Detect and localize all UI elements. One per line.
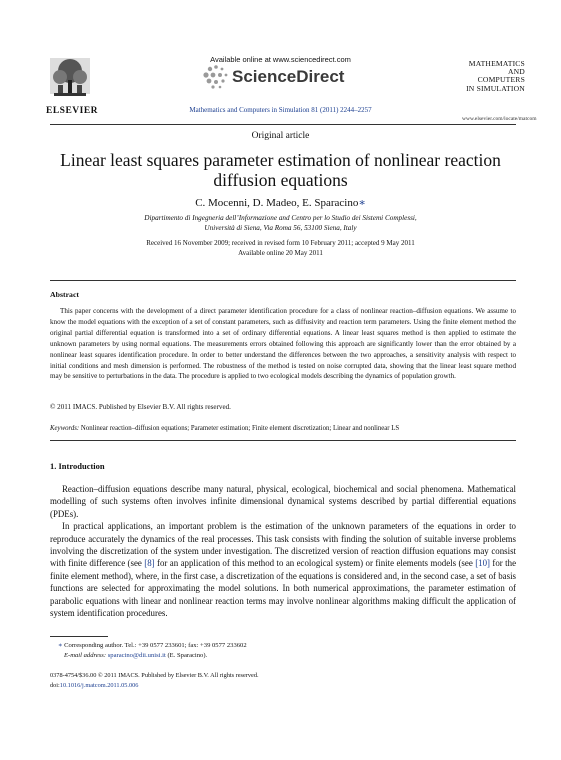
header-divider xyxy=(50,124,516,125)
journal-logo-line: COMPUTERS xyxy=(477,75,525,85)
email-suffix: (E. Sparacino). xyxy=(167,652,208,659)
publication-metadata xyxy=(50,671,259,691)
corresponding-author-mark[interactable]: ∗ xyxy=(358,197,366,209)
journal-url-link[interactable]: www.elsevier.com/locate/matcom xyxy=(462,116,537,122)
journal-logo[interactable] xyxy=(465,60,525,93)
footnote-contact: Corresponding author. Tel.: +39 0577 233601; fax: +39 0577 233602 xyxy=(64,642,247,649)
keywords-label: Keywords: xyxy=(50,425,80,432)
journal-logo-line: MATHEMATICS xyxy=(468,59,525,68)
paragraph-text: for an application of this method to an ecological system) or finite elements models (see xyxy=(154,558,476,569)
introduction-body xyxy=(50,483,516,619)
email-label: E-mail address: xyxy=(64,652,107,659)
issn-line: 0378-4754/$36.00 © 2011 IMACS. Published by Elsevier B.V. All rights reserved. xyxy=(50,672,259,679)
abstract-bottom-divider xyxy=(50,440,516,441)
article-title: Linear least squares parameter estimation of nonlinear reaction diffusion equations xyxy=(60,150,501,190)
journal-logo-line: AND xyxy=(507,67,525,77)
corresponding-author-footnote xyxy=(58,641,247,661)
journal-logo-line: IN SIMULATION xyxy=(466,83,525,93)
keywords-line xyxy=(50,425,516,432)
affiliation-line: Università di Siena, Via Roma 56, 53100 Siena, Italy xyxy=(204,224,357,232)
paragraph-text: In practical applications, an important problem is the estimation of the unknown parameters of the equations in order to reproduce accurately the dynamics of the real processes. This task consists with finding the solution of suitable inverse problems involving the discretization of the system under investigation. The discretized version of reaction diffusion equations may consist with finite difference (see xyxy=(50,521,516,569)
email-link[interactable]: sparacino@dii.unisi.it xyxy=(107,652,166,659)
available-online-date: Available online 20 May 2011 xyxy=(238,248,323,257)
elsevier-logo[interactable]: ELSEVIER xyxy=(46,106,99,116)
footnote-divider xyxy=(50,636,108,637)
authors-text: C. Mocenni, D. Madeo, E. Sparacino xyxy=(195,197,359,209)
abstract-top-divider xyxy=(50,280,516,281)
affiliation-line: Dipartimento di Ingegneria dell’Informazione and Centro per lo Studio dei Sistemi Complessi, xyxy=(144,214,417,222)
available-online-text: Available online at www.sciencedirect.com xyxy=(210,55,351,64)
doi-label: doi: xyxy=(50,682,60,689)
affiliation xyxy=(80,213,481,233)
introduction-paragraph-2 xyxy=(50,520,516,619)
sciencedirect-logo[interactable] xyxy=(200,64,370,90)
sciencedirect-wordmark: ScienceDirect xyxy=(232,67,345,86)
keywords-text: Nonlinear reaction–diffusion equations; Parameter estimation; Finite element discretization; Linear and nonlinear LS xyxy=(80,425,400,432)
journal-reference[interactable]: Mathematics and Computers in Simulation 81 (2011) 2244–2257 xyxy=(189,106,372,114)
abstract-body: This paper concerns with the development of a direct parameter identification procedure for a class of nonlinear reaction–diffusion equations. We assume to know the model equations with the exception of a set of constant parameters, such as diffusivity and reaction term parameters. Using the finite element method the original partial differential equation is transformed into a set of ordinary differential equations. A linear least squares method is then applied to estimate the unknown parameters by using normal equations. The measurements errors obtained following this approach are significantly lower than the error obtained by a nonlinear least squares identification procedure. In order to better understand the differences between the two approaches, a sensitivity analysis with respect to initial conditions and mesh dimension is performed. The robustness of the method is tested on noise corrupted data, showing that the linear least square method may be sensitive to perturbations in the data. The procedure is applied to two ecological models describing the dynamics of population growth. xyxy=(50,307,516,381)
doi-line xyxy=(50,681,259,691)
author-list xyxy=(0,196,561,209)
citation-link-8[interactable]: [8] xyxy=(144,558,155,569)
citation-link-10[interactable]: [10] xyxy=(475,558,490,569)
article-type: Original article xyxy=(251,131,310,141)
doi-link[interactable]: 10.1016/j.matcom.2011.05.006 xyxy=(59,682,139,689)
abstract-copyright: © 2011 IMACS. Published by Elsevier B.V. All rights reserved. xyxy=(50,403,231,411)
sciencedirect-dots-icon xyxy=(200,64,230,90)
elsevier-tree-logo xyxy=(46,55,94,105)
footnote-mark: ∗ xyxy=(58,642,63,649)
introduction-paragraph-1: Reaction–diffusion equations describe many natural, physical, ecological, biochemical and social phenomena. Mathematical modelling of such systems often involves infinite dimensional dynamical systems described by partial differential equations (PDEs). xyxy=(50,484,516,519)
paragraph-text: for the finite element method), where, in the first case, a discretization of the equations is considered and, in the second case, a set of basis functions are selected for approximating the model solutions. In both numerical approximations, the parameter estimation of parabolic equations with linear and nonlinear reaction terms may involve nonlinear algorithms making difficult the application of system identification procedures. xyxy=(50,558,517,619)
received-dates: Received 16 November 2009; received in revised form 10 February 2011; accepted 9 May 2011 xyxy=(146,239,415,247)
article-dates xyxy=(60,239,501,258)
section-heading-introduction: 1. Introduction xyxy=(50,461,105,471)
abstract-heading: Abstract xyxy=(50,290,80,299)
